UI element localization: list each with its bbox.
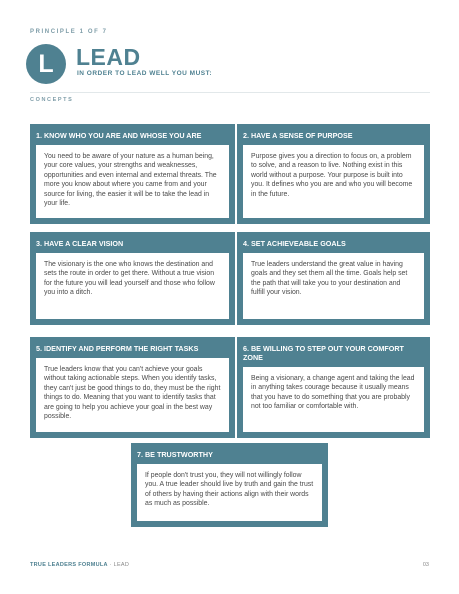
concept-card-body: Being a visionary, a change agent and taking the lead in anything takes courage because it usually means that you have to do something that you are probably not too familiar or comfortable with. (243, 367, 424, 432)
page-number: 03 (422, 562, 429, 568)
concept-card-title: 1. KNOW WHO YOU ARE AND WHOSE YOU ARE (36, 131, 202, 140)
concept-card-title: 5. IDENTIFY AND PERFORM THE RIGHT TASKS (36, 344, 199, 353)
concept-card-title: 4. SET ACHIEVEABLE GOALS (243, 239, 346, 248)
footer-section: LEAD (113, 562, 130, 568)
concept-card-5 (30, 337, 235, 438)
concept-card-6 (237, 337, 430, 438)
page-title: LEAD (76, 44, 141, 70)
principle-kicker: PRINCIPLE 1 OF 7 (30, 29, 108, 35)
concept-card-title: 7. BE TRUSTWORTHY (137, 450, 213, 459)
concept-card-4 (237, 232, 430, 325)
concept-card-body: If people don't trust you, they will not willingly follow you. A true leader should live by truth and gain the trust of others by having their actions align with their words as much as possible. (137, 464, 322, 521)
concept-card-body: You need to be aware of your nature as a human being, your core values, your strengths and weaknesses, opportunities and even internal and external threats. The more you know about where you came from and your source for living, the easier it will be to take the lead in your life. (36, 145, 229, 218)
concept-card-7 (131, 443, 328, 527)
concept-card-1 (30, 124, 235, 224)
concept-card-body: True leaders understand the great value in having goals and they set them all the time. Goals help set the path that will take you to your destination and fulfill your vision. (243, 253, 424, 319)
concept-card-title: 3. HAVE A CLEAR VISION (36, 239, 124, 248)
footer-left (30, 562, 129, 568)
concept-card-2 (237, 124, 430, 224)
concept-card-title: 2. HAVE A SENSE OF PURPOSE (243, 131, 353, 140)
concept-card-body: Purpose gives you a direction to focus on, a problem to solve, and a reason to live. Nothing exist in this world without a purpose. Your purpose is built into you. It defines who you are and who you will become in the future. (243, 145, 424, 218)
letter-badge: L (26, 44, 66, 84)
footer-book-title: TRUE LEADERS FORMULA (30, 562, 108, 568)
concept-card-body: True leaders know that you can't achieve your goals without taking actionable steps. When you identify tasks, they can't just be good things to do, they must be the right things to do. Meaning that you want to identify tasks that are going to help you achieve your goal in the best way possible. (36, 358, 229, 432)
concept-card-title: 6. BE WILLING TO STEP OUT YOUR COMFORT ZONE (243, 344, 404, 362)
concept-card-body: The visionary is the one who knows the destination and sets the route in order to get there. Without a true vision for the future you will lead yourself and those who follow you into a ditch. (36, 253, 229, 319)
section-label: CONCEPTS (30, 97, 74, 103)
divider (30, 92, 430, 93)
concept-card-3 (30, 232, 235, 325)
footer-separator: · (109, 562, 112, 568)
page-subtitle: IN ORDER TO LEAD WELL YOU MUST: (77, 70, 213, 77)
